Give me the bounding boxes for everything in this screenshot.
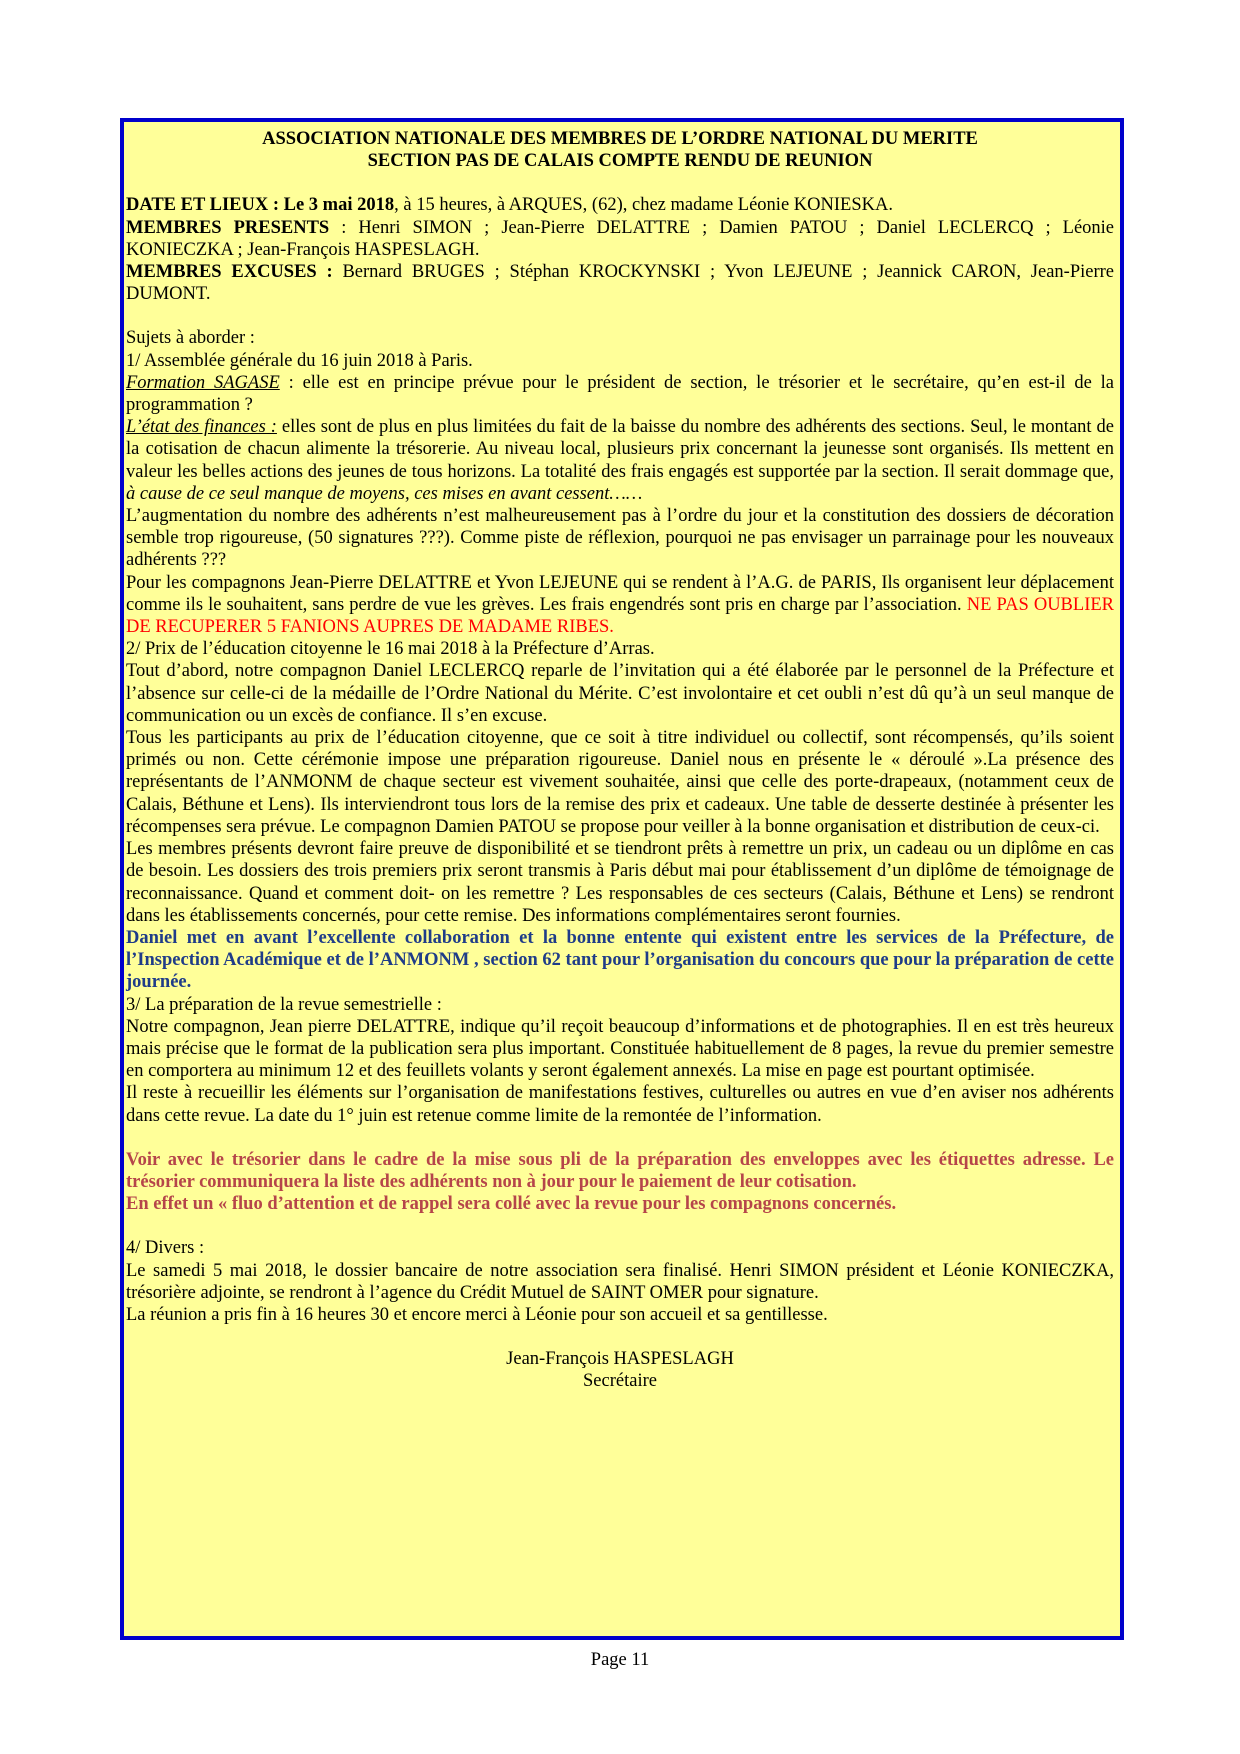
item4-paragraph-1: Le samedi 5 mai 2018, le dossier bancaire de notre association sera finalisé. Henri SIMON président et Léonie KONIECZKA, trésorière adjointe, se rendront à l’agence du Crédit Mutuel de SAINT OMER pour signature. [126, 1260, 1114, 1303]
page-number: Page 11 [590, 1650, 650, 1670]
signature-role: Secrétaire [583, 1371, 657, 1392]
date-label: DATE ET LIEUX : Le 3 mai 2018 [126, 195, 395, 216]
presents-text: : Henri SIMON ; Jean-Pierre DELATTRE ; Damien PATOU ; Daniel LECLERCQ ; Léonie KONIECZKA ; Jean-François HASPESLAGH. [126, 217, 1114, 260]
item2-paragraph-3: Les membres présents devront faire preuve de disponibilité et se tiendront prêts à remettre un prix, un cadeau ou un diplôme en cas de besoin. Les dossiers des trois premiers prix seront transmis à Paris début mai pour établissement d’un diplôme de témoignage de reconnaissance. Quand et comment doit- on les remettre ? Les responsables de ces secteurs (Calais, Béthune et Lens) se rendront dans les établissements concernés, pour cette remise. Des informations complémentaires seront fournies. [126, 839, 1114, 926]
compagnons-paragraph [126, 572, 1114, 639]
finances-text: elles sont de plus en plus limitées du fait de la baisse du nombre des adhérents des sections. Seul, le montant de la cotisation de chacun alimente la trésorerie. Au niveau local, plusieurs prix concernant la jeunesse sont organisés. Ils mettent en valeur les belles actions des jeunes de tous horizons. La totalité des frais engagés est supportée par la section. Il serait dommage que, [126, 417, 1114, 482]
compagnons-text: Pour les compagnons Jean-Pierre DELATTRE et Yvon LEJEUNE qui se rendent à l’A.G. de PARIS, Ils organisent leur déplacement comme ils le souhaitent, sans perdre de vue les grèves. Les frais engendrés sont pris en charge par l’association. [126, 572, 1114, 615]
red-reminder: NE PAS OUBLIER DE RECUPERER 5 FANIONS AUPRES DE MADAME RIBES. [126, 594, 1114, 638]
report-body [126, 128, 1114, 1393]
sujets-heading: Sujets à aborder : [126, 328, 255, 349]
augmentation-paragraph: L’augmentation du nombre des adhérents n’est malheureusement pas à l’ordre du jour et la constitution des dossiers de décoration semble trop rigoureuse, (50 signatures ???). Comme piste de réflexion, pourquoi ne pas envisager un parrainage pour les nouveaux adhérents ??? [126, 506, 1114, 571]
collaboration-note: Daniel met en avant l’excellente collaboration et la bonne entente qui existent entre les services de la Préfecture, de l’Inspection Académique et de l’ANMONM , section 62 tant pour l’organisation du concours que pour la préparation de cette journée. [126, 927, 1114, 993]
item3-paragraph-1: Notre compagnon, Jean pierre DELATTRE, indique qu’il reçoit beaucoup d’informations et de photographies. Il en est très heureux mais précise que le format de la publication sera plus important. Constituée habituellement de 8 pages, la revue du premier semestre en comportera au minimum 12 et des feuillets volants y seront également annexés. La mise en page est pourtant optimisée. [126, 1016, 1114, 1082]
item3-heading: 3/ La préparation de la revue semestrielle : [126, 994, 442, 1015]
item2-paragraph-2: Tous les participants au prix de l’éducation citoyenne, que ce soit à titre individuel ou collectif, sont récompensés, qu’ils soient primés ou non. Cette cérémonie impose une préparation rigoureuse. Daniel nous en présente le « déroulé ».La présence des représentants de l’ANMONM de chaque secteur est vivement souhaitée, ainsi que celle des porte-drapeaux, (notamment ceux de Calais, Béthune et Lens). Ils interviendront tous lors de la remise des prix et cadeaux. Une table de desserte destinée à présenter les récompenses sera prévue. Le compagnon Damien PATOU se propose pour veiller à la bonne organisation et distribution de ceux-ci. [126, 728, 1114, 837]
finances-paragraph [126, 416, 1114, 505]
excuses-text: Bernard BRUGES ; Stéphan KROCKYNSKI ; Yvon LEJEUNE ; Jeannick CARON, Jean-Pierre DUMONT. [126, 262, 1115, 305]
finances-label: L’état des finances : [126, 417, 277, 438]
item3-paragraph-2: Il reste à recueillir les éléments sur l’organisation de manifestations festives, culturelles ou autres en vue d’en aviser nos adhérents dans cette revue. La date du 1° juin est retenue comme limite de la remontée de l’information. [126, 1083, 1114, 1126]
formation-text: : elle est en principe prévue pour le président de section, le trésorier et le secrétaire, qu’en est-il de la programmation ? [126, 372, 1114, 416]
finances-italic: à cause de ce seul manque de moyens, ces mises en avant cessent…… [126, 483, 643, 504]
formation-label: Formation SAGASE [126, 372, 280, 393]
item4-paragraph-2: La réunion a pris fin à 16 heures 30 et encore merci à Léonie pour son accueil et sa gentillesse. [126, 1304, 828, 1325]
item2-heading: 2/ Prix de l’éducation citoyenne le 16 mai 2018 à la Préfecture d’Arras. [126, 639, 655, 660]
date-text: , à 15 heures, à ARQUES, (62), chez madame Léonie KONIESKA. [394, 195, 893, 216]
item4-heading: 4/ Divers : [126, 1238, 205, 1259]
item1-heading: 1/ Assemblée générale du 16 juin 2018 à Paris. [126, 350, 473, 371]
fluo-note: En effet un « fluo d’attention et de rappel sera collé avec la revue pour les compagnons concernés. [126, 1194, 897, 1215]
excuses-paragraph [126, 261, 1114, 305]
date-paragraph [126, 194, 1114, 216]
excuses-label: MEMBRES EXCUSES : [126, 262, 333, 283]
header-line-2: SECTION PAS DE CALAIS COMPTE RENDU DE REUNION [367, 151, 873, 172]
signature-name: Jean-François HASPESLAGH [506, 1349, 734, 1370]
item2-paragraph-1: Tout d’abord, notre compagnon Daniel LECLERCQ reparle de l’invitation qui a été élaborée par le personnel de la Préfecture et l’absence sur celle-ci de la médaille de l’Ordre National du Mérite. C’est involontaire et cet oubli n’est dû qu’à un seul manque de communication ou un excès de confiance. Il s’en excuse. [126, 661, 1114, 726]
presents-label: MEMBRES PRESENTS [126, 217, 330, 238]
formation-paragraph [126, 372, 1114, 416]
header-line-1: ASSOCIATION NATIONALE DES MEMBRES DE L’ORDRE NATIONAL DU MERITE [262, 129, 978, 149]
tresorier-note: Voir avec le trésorier dans le cadre de la mise sous pli de la préparation des enveloppes avec les étiquettes adresse. Le trésorier communiquera la liste des adhérents non à jour pour le paiement de leur cotisation. [126, 1149, 1114, 1192]
presents-paragraph [126, 217, 1114, 261]
